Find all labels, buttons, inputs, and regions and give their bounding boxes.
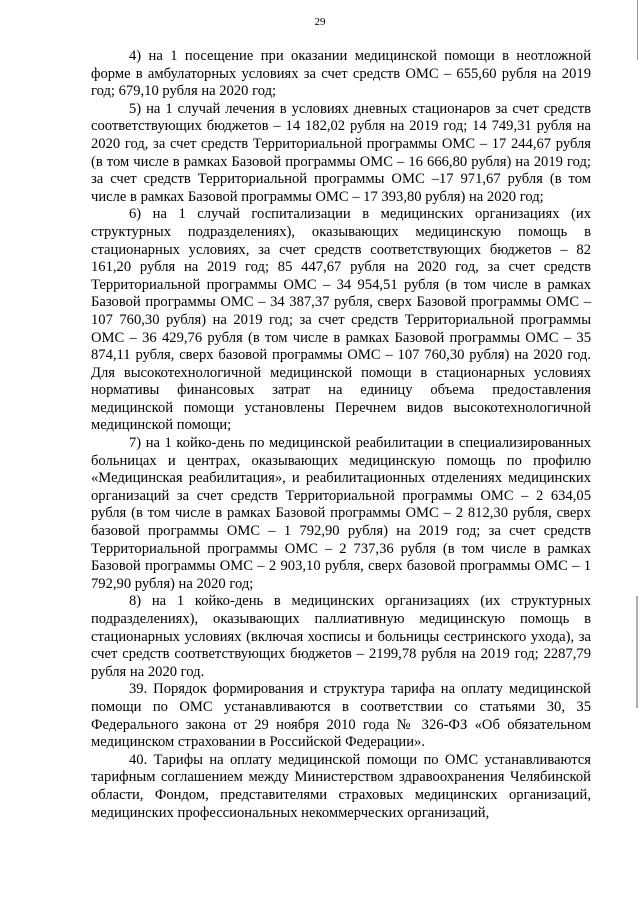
paragraph-clause-39: 39. Порядок формирования и структура тарифа на оплату медицинской помощи по ОМС устанавливаются в соответствии со статьями 30, 35 Федерального закона от 29 ноября 2010 года № 326-ФЗ «Об обязательном медицинском страховании в Российской Федерации». [91,681,591,751]
paragraph-item-8: 8) на 1 койко-день в медицинских организациях (их структурных подразделениях), оказывающих паллиативную медицинскую помощь в стационарных условиях (включая хосписы и больницы сестринского ухода), за счет средств соответствующих бюджетов – 2199,78 рубля на 2019 год; 2287,79 рубля на 2020 год. [91,593,591,680]
paragraph-item-5: 5) на 1 случай лечения в условиях дневных стационаров за счет средств соответствующих бюджетов – 14 182,02 рубля на 2019 год; 14 749,31 рубля на 2020 год, за счет средств Территориальной программы ОМС – 17 244,67 рубля (в том числе в рамках Базовой программы ОМС – 16 666,80 рубля) на 2019 год; за счет средств Территориальной программы ОМС –17 971,67 рубля (в том числе в рамках Базовой программы ОМС – 17 393,80 рубля) на 2020 год; [91,100,591,205]
document-body [91,48,591,822]
scan-edge-mark [637,0,638,60]
paragraph-item-6: 6) на 1 случай госпитализации в медицинских организациях (их структурных подразделениях), оказывающих медицинскую помощь в стационарных условиях, за счет средств соответствующих бюджетов – 82 161,20 рубля на 2019 год; 85 447,67 рубля на 2020 год, за счет средств Территориальной программы ОМС – 34 954,51 рубля (в том числе в рамках Базовой программы ОМС – 34 387,37 рубля, сверх Базовой программы ОМС –107 760,30 рубля) на 2019 год; за счет средств Территориальной программы ОМС – 36 429,76 рубля (в том числе в рамках Базовой программы ОМС – 35 874,11 рубля, сверх базовой программы ОМС – 107 760,30 рубля) на 2020 год. Для высокотехнологичной медицинской помощи в стационарных условиях нормативы финансовых затрат на единицу объема предоставления медицинской помощи установлены Перечнем видов высокотехнологичной медицинской помощи; [91,206,591,434]
paragraph-item-7: 7) на 1 койко-день по медицинской реабилитации в специализированных больницах и центрах, оказывающих медицинскую помощь по профилю «Медицинская реабилитация», и реабилитационных отделениях медицинских организаций за счет средств Территориальной программы ОМС – 2 634,05 рубля (в том числе в рамках Базовой программы ОМС – 2 812,30 рубля, сверх базовой программы ОМС – 1 792,90 рубля) на 2019 год; за счет средств Территориальной программы ОМС – 2 737,36 рубля (в том числе в рамках Базовой программы ОМС – 2 903,10 рубля, сверх базовой программы ОМС – 1 792,90 рубля) на 2020 год; [91,435,591,592]
paragraph-item-4: 4) на 1 посещение при оказании медицинской помощи в неотложной форме в амбулаторных условиях за счет средств ОМС – 655,60 рубля на 2019 год; 679,10 рубля на 2020 год; [91,48,591,100]
page-number: 29 [314,16,326,28]
scan-edge-mark [636,596,638,708]
paragraph-clause-40: 40. Тарифы на оплату медицинской помощи по ОМС устанавливаются тарифным соглашением между Министерством здравоохранения Челябинской области, Фондом, представителями страховых медицинских организаций, медицинских профессиональных некоммерческих организаций, [91,751,591,821]
